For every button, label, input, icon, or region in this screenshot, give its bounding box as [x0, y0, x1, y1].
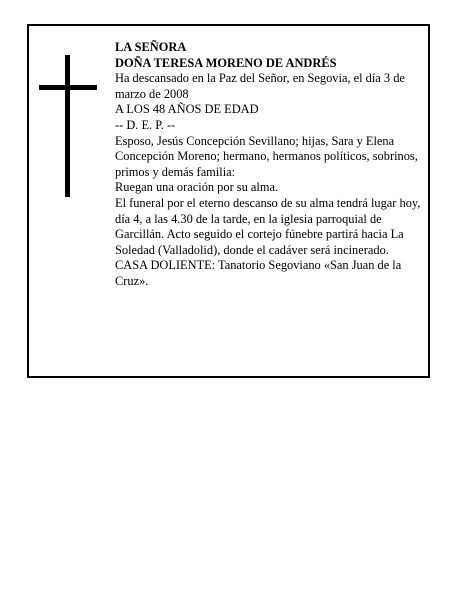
latin-cross-icon: [39, 55, 97, 197]
prayer-line: Ruegan una oración por su alma.: [115, 180, 279, 195]
cross-horizontal-bar: [39, 85, 97, 90]
rest-statement: Ha descansado en la Paz del Señor, en Segovia, el día 3 de marzo de 2008: [115, 71, 405, 101]
cross-vertical-bar: [65, 55, 70, 197]
notice-text: [115, 40, 425, 290]
funeral-paragraph: El funeral por el eterno descanso de su alma tendrá lugar hoy, día 4, a las 4.30 de la tarde, en la iglesia parroquial de Garcillán. Acto seguido el cortejo fúnebre partirá hacia La Soledad (Valladolid), donde el cadáver será incinerado.: [115, 195, 421, 257]
deceased-name: DOÑA TERESA MORENO DE ANDRÉS: [115, 55, 337, 70]
obituary-notice: [27, 24, 430, 378]
mourning-house: CASA DOLIENTE: Tanatorio Segoviano «San Juan de la Cruz».: [115, 258, 402, 288]
age-line: A LOS 48 AÑOS DE EDAD: [115, 102, 259, 117]
family-paragraph: Esposo, Jesús Concepción Sevillano; hijas, Sara y Elena Concepción Moreno; hermano, hermanos políticos, sobrinos, primos y demás familia:: [115, 133, 418, 179]
rip-line: -- D. E. P. --: [115, 117, 176, 132]
notice-title: LA SEÑORA: [115, 40, 187, 54]
